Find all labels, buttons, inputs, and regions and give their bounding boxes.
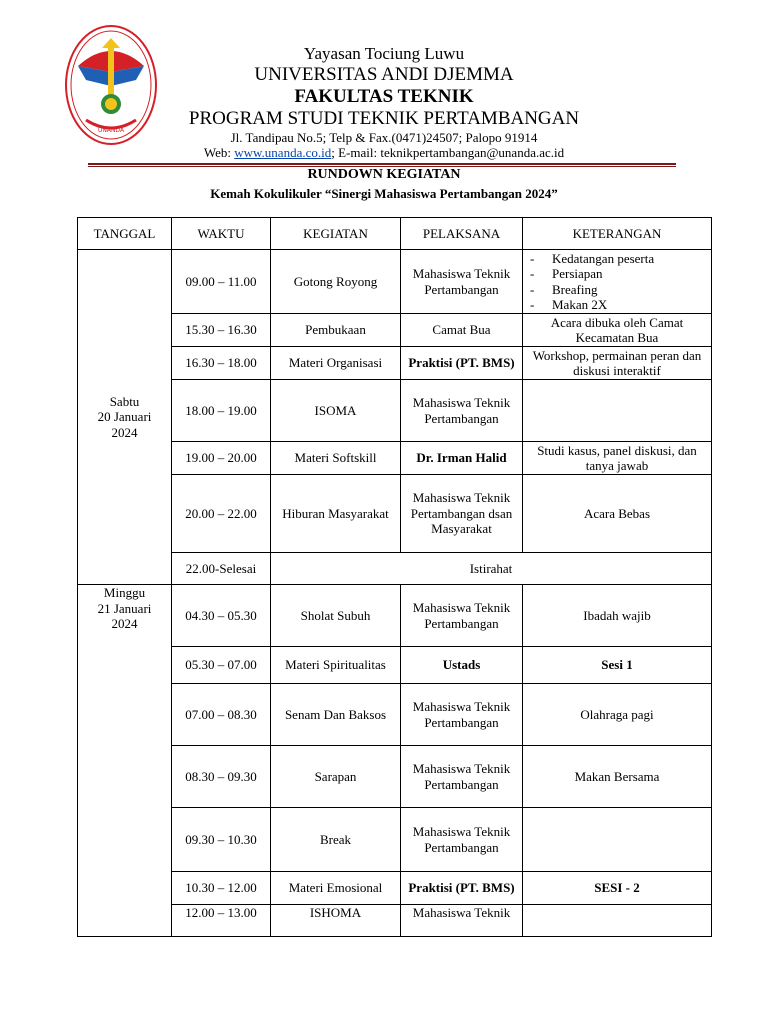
keterangan-cell <box>523 808 712 872</box>
waktu-cell: 18.00 – 19.00 <box>172 380 271 442</box>
waktu-cell: 04.30 – 05.30 <box>172 585 271 647</box>
waktu-cell: 20.00 – 22.00 <box>172 475 271 553</box>
list-item: - Breafing <box>552 282 708 298</box>
pelaksana-cell: Mahasiswa Teknik Pertambangan <box>401 808 523 872</box>
kegiatan-cell: Break <box>271 808 401 872</box>
table-row <box>78 684 712 746</box>
table-row <box>78 380 712 442</box>
keterangan-cell <box>523 250 712 314</box>
pelaksana-cell: Ustads <box>401 647 523 684</box>
website-link[interactable]: www.unanda.co.id <box>234 145 332 160</box>
web-label: Web: <box>203 145 235 160</box>
table-row <box>78 475 712 553</box>
waktu-cell: 09.00 – 11.00 <box>172 250 271 314</box>
pelaksana-cell: Camat Bua <box>401 314 523 347</box>
table-header-row <box>78 218 712 250</box>
waktu-cell: 10.30 – 12.00 <box>172 872 271 905</box>
kegiatan-cell: ISOMA <box>271 380 401 442</box>
keterangan-cell: Makan Bersama <box>523 746 712 808</box>
email-text: ; E-mail: teknikpertambangan@unanda.ac.id <box>331 145 565 160</box>
table-row <box>78 746 712 808</box>
document-subtitle: Kemah Kokulikuler “Sinergi Mahasiswa Pertambangan 2024” <box>210 186 558 201</box>
address-line: Jl. Tandipau No.5; Telp & Fax.(0471)24507; Palopo 91914 <box>230 130 538 145</box>
waktu-cell: 15.30 – 16.30 <box>172 314 271 347</box>
header-pelaksana: PELAKSANA <box>401 218 523 250</box>
kegiatan-cell: Sarapan <box>271 746 401 808</box>
kegiatan-cell: Pembukaan <box>271 314 401 347</box>
keterangan-cell: Studi kasus, panel diskusi, dan tanya jawab <box>523 442 712 475</box>
kegiatan-cell: Materi Spiritualitas <box>271 647 401 684</box>
pelaksana-cell: Dr. Irman Halid <box>401 442 523 475</box>
program-name: PROGRAM STUDI TEKNIK PERTAMBANGAN <box>188 108 580 129</box>
keterangan-cell: Acara dibuka oleh Camat Kecamatan Bua <box>523 314 712 347</box>
keterangan-list <box>526 251 708 313</box>
kegiatan-cell: Hiburan Masyarakat <box>271 475 401 553</box>
table-row <box>78 347 712 380</box>
pelaksana-cell: Mahasiswa Teknik Pertambangan dsan Masyarakat <box>401 475 523 553</box>
date-cell-saturday: Sabtu 20 Januari 2024 <box>78 250 172 585</box>
table-row <box>78 314 712 347</box>
date-cell-sunday: Minggu 21 Januari 2024 <box>78 585 172 937</box>
table-row <box>78 442 712 475</box>
waktu-cell: 19.00 – 20.00 <box>172 442 271 475</box>
waktu-cell: 08.30 – 09.30 <box>172 746 271 808</box>
contact-line <box>160 145 608 161</box>
table-row <box>78 553 712 585</box>
header-keterangan: KETERANGAN <box>523 218 712 250</box>
keterangan-cell: Olahraga pagi <box>523 684 712 746</box>
keterangan-cell <box>523 905 712 937</box>
list-item: - Makan 2X <box>552 297 708 313</box>
table-row <box>78 647 712 684</box>
waktu-cell: 09.30 – 10.30 <box>172 808 271 872</box>
pelaksana-cell: Mahasiswa Teknik Pertambangan <box>401 250 523 314</box>
kegiatan-cell: Materi Softskill <box>271 442 401 475</box>
kegiatan-cell: Gotong Royong <box>271 250 401 314</box>
waktu-cell: 07.00 – 08.30 <box>172 684 271 746</box>
pelaksana-cell: Mahasiswa Teknik Pertambangan <box>401 585 523 647</box>
svg-text:UNANDA: UNANDA <box>97 127 125 134</box>
foundation-name: Yayasan Tociung Luwu <box>303 44 465 63</box>
table-row <box>78 250 712 314</box>
header-rule <box>88 163 676 165</box>
table-row <box>78 808 712 872</box>
kegiatan-cell: ISHOMA <box>271 905 401 937</box>
faculty-name: FAKULTAS TEKNIK <box>294 86 474 107</box>
university-logo <box>64 24 158 146</box>
keterangan-cell: SESI - 2 <box>523 872 712 905</box>
header-tanggal: TANGGAL <box>78 218 172 250</box>
keterangan-cell <box>523 380 712 442</box>
waktu-cell: 12.00 – 13.00 <box>172 905 271 937</box>
list-item: - Persiapan <box>552 266 708 282</box>
list-item: - Kedatangan peserta <box>552 251 708 267</box>
table-row <box>78 905 712 937</box>
waktu-cell: 16.30 – 18.00 <box>172 347 271 380</box>
pelaksana-cell: Mahasiswa Teknik Pertambangan <box>401 746 523 808</box>
keterangan-cell: Sesi 1 <box>523 647 712 684</box>
pelaksana-cell: Praktisi (PT. BMS) <box>401 347 523 380</box>
kegiatan-cell: Senam Dan Baksos <box>271 684 401 746</box>
pelaksana-cell: Mahasiswa Teknik Pertambangan <box>401 380 523 442</box>
kegiatan-cell: Materi Organisasi <box>271 347 401 380</box>
keterangan-cell: Workshop, permainan peran dan diskusi interaktif <box>523 347 712 380</box>
keterangan-cell: Ibadah wajib <box>523 585 712 647</box>
document-title: RUNDOWN KEGIATAN <box>307 167 461 182</box>
university-name: UNIVERSITAS ANDI DJEMMA <box>254 64 514 85</box>
table-row <box>78 585 712 647</box>
header-kegiatan: KEGIATAN <box>271 218 401 250</box>
keterangan-cell: Acara Bebas <box>523 475 712 553</box>
pelaksana-cell: Mahasiswa Teknik <box>401 905 523 937</box>
header-waktu: WAKTU <box>172 218 271 250</box>
kegiatan-cell: Materi Emosional <box>271 872 401 905</box>
pelaksana-cell: Mahasiswa Teknik Pertambangan <box>401 684 523 746</box>
waktu-cell: 22.00-Selesai <box>172 553 271 585</box>
istirahat-cell: Istirahat <box>271 553 712 585</box>
pelaksana-cell: Praktisi (PT. BMS) <box>401 872 523 905</box>
waktu-cell: 05.30 – 07.00 <box>172 647 271 684</box>
kegiatan-cell: Sholat Subuh <box>271 585 401 647</box>
rundown-table <box>77 217 712 937</box>
table-row <box>78 872 712 905</box>
